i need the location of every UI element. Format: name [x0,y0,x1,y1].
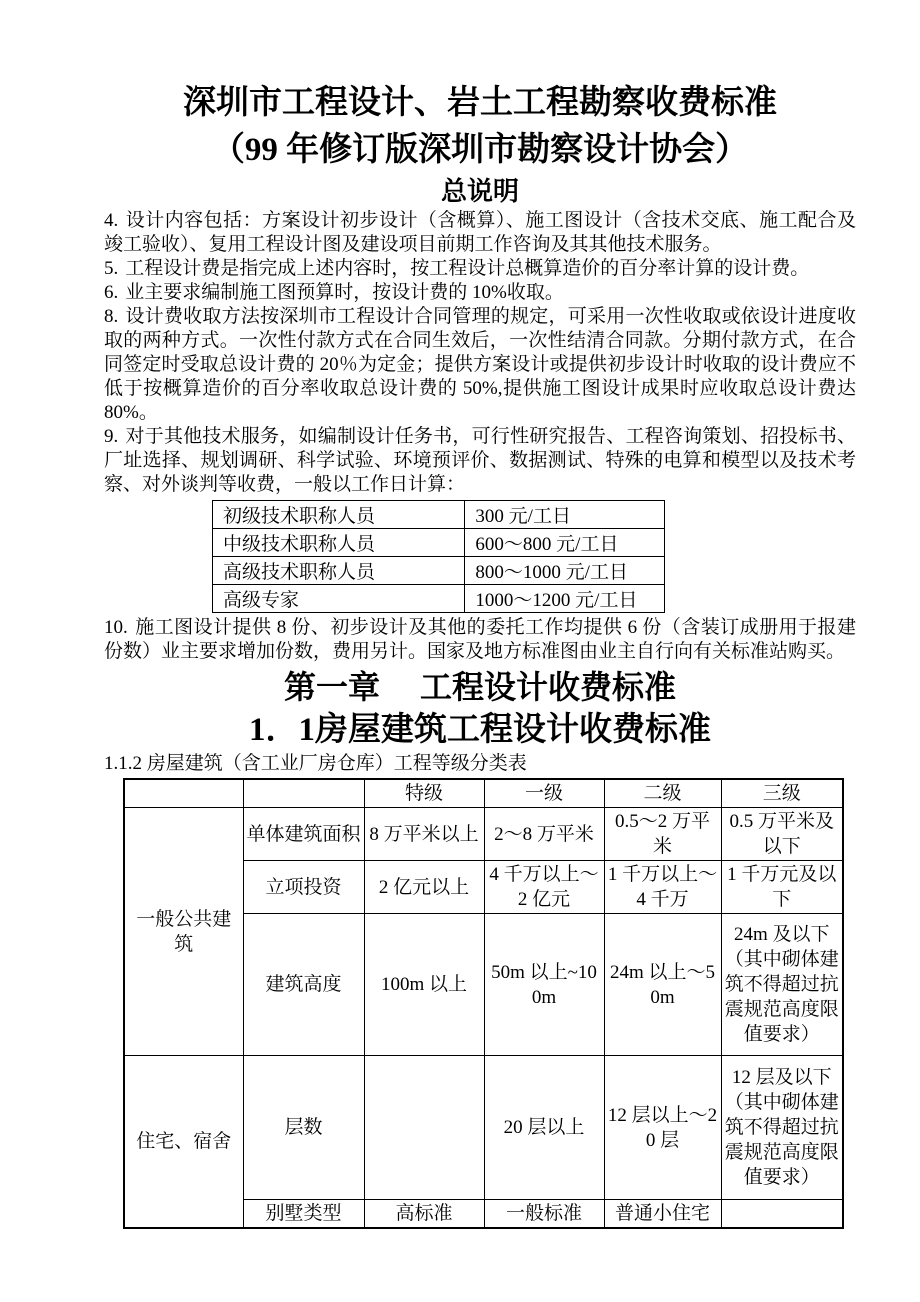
daily-rate-label: 高级技术职称人员 [213,557,465,585]
cell-investment-second: 1 千万以上～4 千万 [604,861,721,914]
grade-header-empty-1 [124,779,243,808]
grade-header-empty-2 [243,779,364,808]
attr-building-height: 建筑高度 [243,914,364,1056]
paragraph-8-number: 8. [104,306,119,327]
cell-height-second: 24m 以上～50m [604,914,721,1056]
cell-villa-third [721,1200,843,1229]
paragraph-4 [104,209,856,257]
cell-height-first: 50m 以上~100m [484,914,604,1056]
paragraph-6-number: 6. [104,282,119,303]
cell-storeys-special [364,1056,484,1200]
document-title-line1: 深圳市工程设计、岩土工程勘察收费标准 [183,85,777,121]
paragraph-4-text: 设计内容包括：方案设计初步设计（含概算）、施工图设计（含技术交底、施工配合及竣工验收）、复用工程设计图及建设项目前期工作咨询及其其他技术服务。 [104,210,856,255]
daily-rate-row-senior [213,557,665,585]
grade-header-row [124,779,843,808]
paragraph-6-text: 业主要求编制施工图预算时，按设计费的 10%收取。 [125,282,564,303]
cell-floor-area-first: 2～8 万平米 [484,808,604,861]
paragraph-4-number: 4. [104,210,119,231]
paragraph-6 [104,281,856,305]
group-residential: 住宅、宿舍 [124,1056,243,1229]
cell-investment-special: 2 亿元以上 [364,861,484,914]
attr-villa-type: 别墅类型 [243,1200,364,1229]
daily-rate-label: 中级技术职称人员 [213,529,465,557]
daily-rate-label: 高级专家 [213,585,465,613]
cell-floor-area-special: 8 万平米以上 [364,808,484,861]
row-floor-area [124,808,843,861]
grade-header-third: 三级 [721,779,843,808]
row-storeys [124,1056,843,1200]
paragraph-9 [104,425,856,497]
cell-investment-first: 4 千万以上～2 亿元 [484,861,604,914]
daily-rate-value: 800～1000 元/工日 [465,557,665,585]
paragraph-10-text: 施工图设计提供 8 份、初步设计及其他的委托工作均提供 6 份（含装订成册用于报建份数）业主要求增加份数，费用另计。国家及地方标准图由业主自行向有关标准站购买。 [104,617,856,662]
attr-floor-area: 单体建筑面积 [243,808,364,861]
grade-header-second: 二级 [604,779,721,808]
cell-storeys-second: 12 层以上～20 层 [604,1056,721,1200]
paragraph-10 [104,616,856,664]
paragraph-9-number: 9. [104,426,119,447]
cell-investment-third: 1 千万元及以下 [721,861,843,914]
paragraph-10-number: 10. [104,617,128,638]
grade-classification-table [123,778,844,1229]
paragraph-5 [104,257,856,281]
cell-height-third: 24m 及以下（其中砌体建筑不得超过抗震规范高度限值要求） [721,914,843,1056]
cell-floor-area-second: 0.5～2 万平米 [604,808,721,861]
daily-rate-table [212,500,665,613]
section-1-1-heading: 1．1房屋建筑工程设计收费标准 [249,712,711,748]
daily-rate-row-junior [213,501,665,529]
daily-rate-label: 初级技术职称人员 [213,501,465,529]
classification-table-caption: 1.1.2 房屋建筑（含工业厂房仓库）工程等级分类表 [104,753,527,774]
paragraph-8 [104,305,856,425]
paragraph-9-text: 对于其他技术服务，如编制设计任务书，可行性研究报告、工程咨询策划、招投标书、厂址选择、规划调研、科学试验、环境预评价、数据测试、特殊的电算和模型以及技术考察、对外谈判等收费，一般以工作日计算： [104,426,856,495]
cell-storeys-third: 12 层及以下（其中砌体建筑不得超过抗震规范高度限值要求） [721,1056,843,1200]
paragraph-5-text: 工程设计费是指完成上述内容时，按工程设计总概算造价的百分率计算的设计费。 [125,258,810,279]
group-public-buildings: 一般公共建筑 [124,808,243,1056]
daily-rate-value: 300 元/工日 [465,501,665,529]
attr-investment: 立项投资 [243,861,364,914]
cell-height-special: 100m 以上 [364,914,484,1056]
paragraph-5-number: 5. [104,258,119,279]
daily-rate-row-intermediate [213,529,665,557]
daily-rate-value: 600～800 元/工日 [465,529,665,557]
cell-villa-second: 普通小住宅 [604,1200,721,1229]
document-title-line2: （99 年修订版深圳市勘察设计协会） [211,132,749,168]
general-notes-heading: 总说明 [440,177,519,206]
paragraph-8-text: 设计费收取方法按深圳市工程设计合同管理的规定，可采用一次性收取或依设计进度收取的两种方式。一次性付款方式在合同生效后，一次性结清合同款。分期付款方式，在合同签定时受取总设计费的 20％为定金；提供方案设计或提供初步设计时收取的设计费应不低于按概算造价的百分率收取总设计费的 50%,提供施工图设计成果时应收取总设计费达 80%。 [104,306,856,423]
daily-rate-row-expert [213,585,665,613]
cell-floor-area-third: 0.5 万平米及以下 [721,808,843,861]
attr-storeys: 层数 [243,1056,364,1200]
cell-storeys-first: 20 层以上 [484,1056,604,1200]
grade-header-special: 特级 [364,779,484,808]
chapter-1-heading: 第一章 工程设计收费标准 [283,669,676,705]
daily-rate-value: 1000～1200 元/工日 [465,585,665,613]
cell-villa-first: 一般标准 [484,1200,604,1229]
grade-header-first: 一级 [484,779,604,808]
cell-villa-special: 高标准 [364,1200,484,1229]
